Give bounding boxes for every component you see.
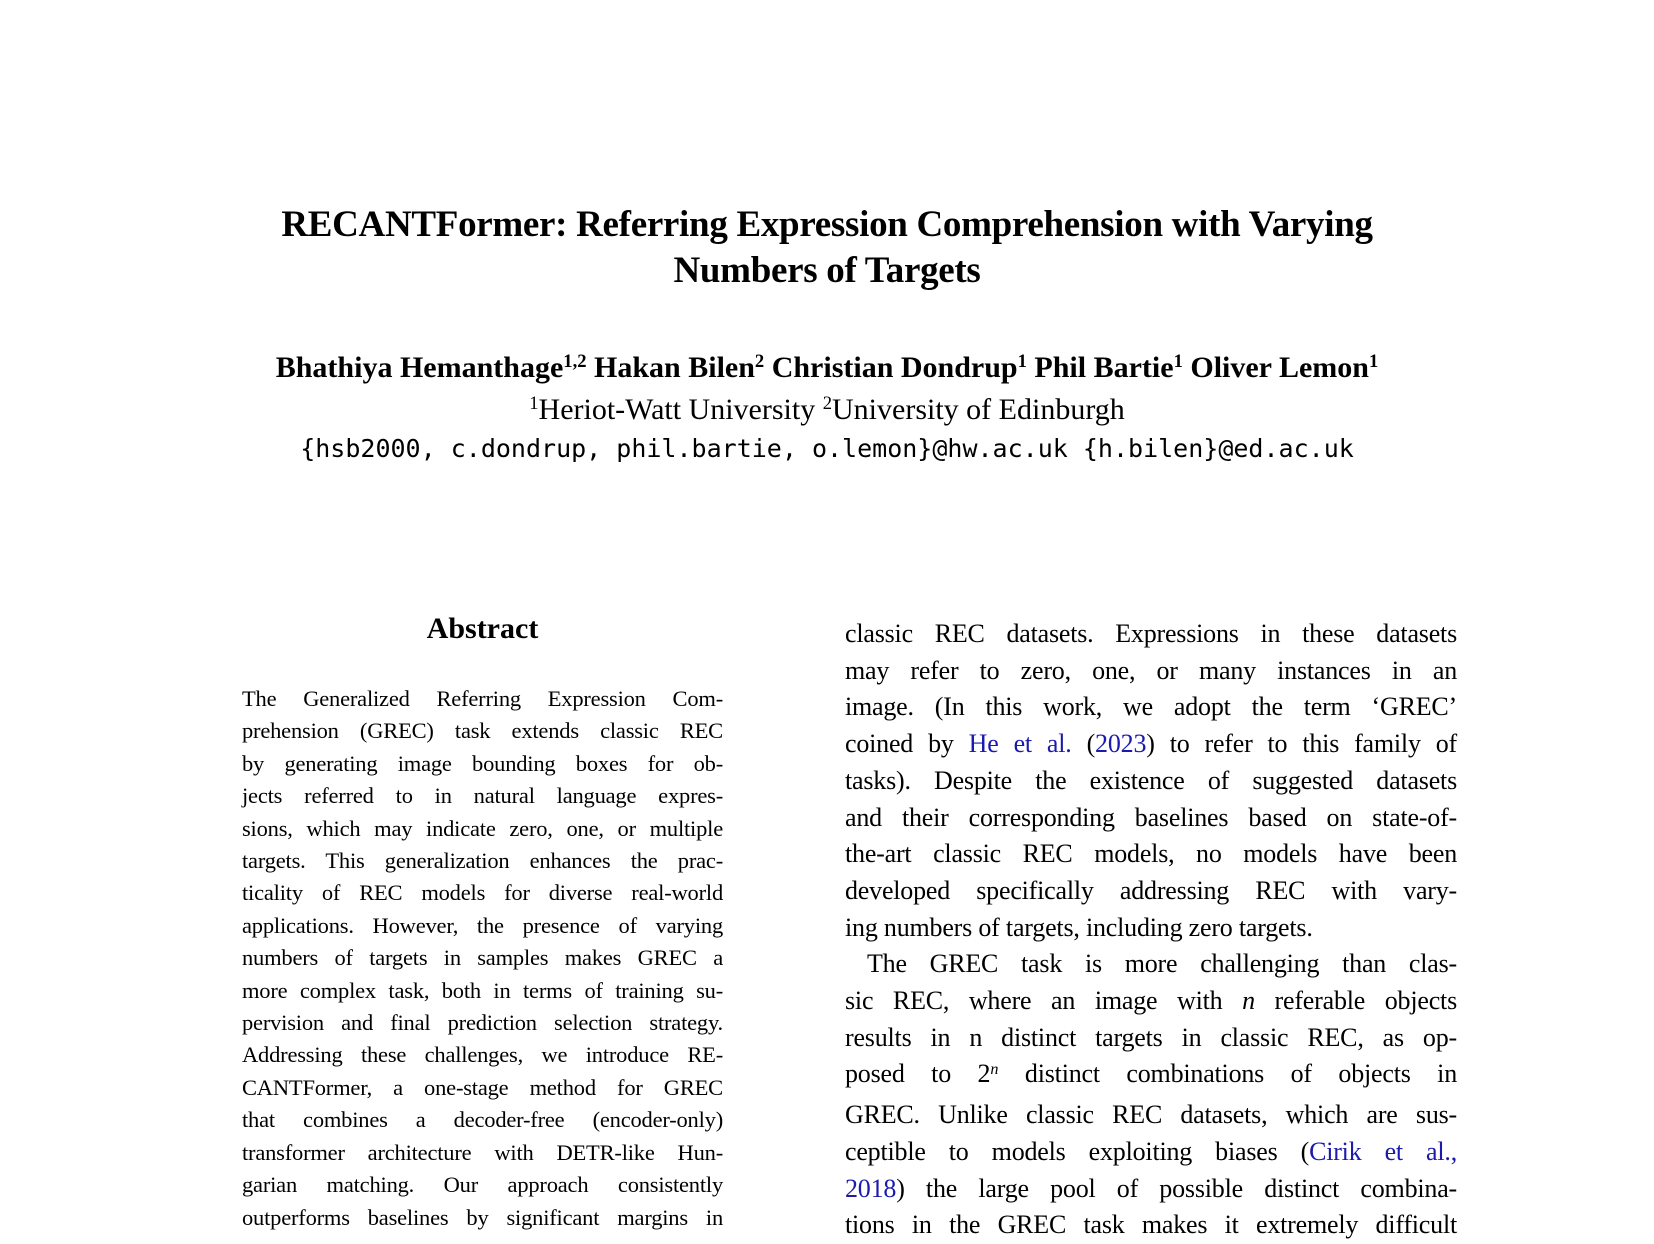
text-segment: sions, which may indicate zero, one, or multiple	[242, 815, 723, 841]
text-line	[242, 780, 723, 812]
text-segment: prehension (GREC) task extends classic REC	[242, 718, 723, 744]
text-line	[242, 1072, 723, 1104]
text-segment: 2	[754, 350, 765, 372]
text-segment: n	[1242, 986, 1255, 1016]
text-segment: tasks). Despite the existence of suggested datasets	[845, 765, 1457, 795]
text-line	[242, 1104, 723, 1136]
body-text	[845, 616, 1457, 1244]
text-segment: sic REC, where an image with	[845, 986, 1243, 1016]
text-segment: more complex task, both in terms of training su-	[242, 977, 723, 1003]
text-line	[845, 1171, 1457, 1208]
text-segment: numbers of targets in samples makes GREC a	[242, 945, 723, 971]
text-segment: ) to refer to this family of	[1146, 729, 1458, 759]
text-segment: classic REC datasets. Expressions in these datasets	[845, 619, 1457, 648]
text-segment: outperforms baselines by significant margins in	[242, 1204, 723, 1230]
citation-link[interactable]: 2018	[845, 1173, 897, 1203]
text-line	[242, 748, 723, 780]
text-segment: image. (In this work, we adopt the term ‘GREC’	[845, 692, 1457, 722]
text-segment: by generating image bounding boxes for ob-	[242, 750, 723, 776]
text-segment: 2	[822, 392, 833, 414]
text-segment: Christian Dondrup	[764, 351, 1018, 384]
text-segment: pervision and final prediction selection strategy.	[242, 1010, 723, 1036]
text-line	[242, 845, 723, 877]
text-segment: developed specifically addressing REC with vary-	[845, 875, 1457, 905]
text-segment: ing numbers of targets, including zero targets.	[845, 912, 1313, 942]
citation-link[interactable]: He et al.	[968, 729, 1072, 759]
text-line	[242, 1202, 723, 1234]
text-line	[242, 1169, 723, 1201]
text-segment: Bhathiya Hemanthage	[275, 351, 564, 384]
citation-link[interactable]: Cirik et al.,	[1309, 1136, 1457, 1166]
email-line: {hsb2000, c.dondrup, phil.bartie, o.lemon}@hw.ac.uk {h.bilen}@ed.ac.uk	[300, 434, 1354, 463]
text-line	[845, 1056, 1457, 1097]
text-segment: results in n distinct targets in classic REC, as op-	[845, 1022, 1457, 1052]
text-segment: 1	[1368, 350, 1379, 372]
text-line	[242, 683, 723, 715]
paper-title-line2: Numbers of Targets	[673, 250, 981, 291]
text-segment: Addressing these challenges, we introduce RE-	[242, 1042, 723, 1068]
text-segment: 1	[529, 392, 539, 414]
text-segment: Oliver Lemon	[1182, 351, 1369, 384]
text-segment: the-art classic REC models, no models have been	[845, 839, 1457, 869]
text-segment: ticality of REC models for diverse real-world	[242, 880, 723, 906]
paper-title-line1: RECANTFormer: Referring Expression Comprehension with Varying	[281, 204, 1373, 245]
text-line	[242, 715, 723, 747]
text-line	[845, 800, 1457, 837]
text-line	[242, 877, 723, 909]
abstract-text	[242, 683, 723, 1234]
text-segment: 1	[1173, 350, 1183, 372]
abstract-heading: Abstract	[426, 612, 539, 645]
text-segment: Heriot-Watt University	[538, 393, 823, 426]
text-segment: ) the large pool of possible distinct combina-	[896, 1173, 1457, 1203]
text-segment: CANTFormer, a one-stage method for GREC	[242, 1074, 723, 1100]
text-segment: may refer to zero, one, or many instances in an	[845, 655, 1457, 685]
text-line	[845, 1134, 1457, 1171]
text-segment: referable objects	[1254, 986, 1458, 1016]
text-segment: Hakan Bilen	[586, 351, 755, 384]
abstract-column	[242, 612, 723, 1234]
text-segment: Phil Bartie	[1026, 351, 1174, 384]
text-line	[845, 616, 1457, 653]
text-segment: 1,2	[563, 350, 587, 372]
body-column	[845, 616, 1457, 1244]
text-segment: applications. However, the presence of varying	[242, 912, 723, 938]
text-line	[845, 726, 1457, 763]
text-segment: The GREC task is more challenging than clas-	[867, 949, 1457, 979]
text-segment: University of Edinburgh	[832, 393, 1125, 426]
text-segment: 1	[1017, 350, 1027, 372]
text-segment: n	[990, 1060, 999, 1078]
citation-link[interactable]: 2023	[1095, 729, 1147, 759]
text-line	[845, 1097, 1457, 1134]
text-segment: targets. This generalization enhances the prac-	[242, 848, 723, 874]
text-segment: coined by	[845, 729, 969, 759]
text-segment: that combines a decoder-free (encoder-only)	[242, 1107, 723, 1133]
text-segment: The Generalized Referring Expression Com-	[242, 686, 723, 711]
affiliation-list	[0, 391, 1654, 433]
text-line	[242, 1137, 723, 1169]
paper-title	[0, 202, 1654, 294]
text-line	[845, 910, 1457, 947]
text-line	[845, 1020, 1457, 1057]
text-segment: tions in the GREC task makes it extremely difficult	[845, 1210, 1457, 1240]
text-segment: and their corresponding baselines based on state-of-	[845, 802, 1457, 832]
text-line	[845, 836, 1457, 873]
text-line	[845, 983, 1457, 1020]
text-line	[845, 1207, 1457, 1244]
author-list	[0, 349, 1654, 391]
text-line	[845, 873, 1457, 910]
text-line	[242, 975, 723, 1007]
text-segment: ceptible to models exploiting biases (	[845, 1136, 1310, 1166]
text-line	[242, 1039, 723, 1071]
text-segment: distinct combinations of objects in	[998, 1059, 1457, 1089]
text-line	[242, 813, 723, 845]
text-segment: jects referred to in natural language expres-	[242, 783, 723, 809]
text-line	[845, 763, 1457, 800]
text-segment: GREC. Unlike classic REC datasets, which are sus-	[845, 1100, 1457, 1130]
text-line	[242, 942, 723, 974]
text-line	[242, 1007, 723, 1039]
text-line	[845, 946, 1457, 983]
text-segment: transformer architecture with DETR-like Hun-	[242, 1139, 723, 1165]
text-line	[845, 689, 1457, 726]
text-segment: posed to 2	[845, 1059, 991, 1089]
text-line	[242, 910, 723, 942]
text-segment: garian matching. Our approach consistently	[242, 1172, 723, 1198]
text-line	[845, 653, 1457, 690]
text-segment: (	[1071, 729, 1096, 759]
